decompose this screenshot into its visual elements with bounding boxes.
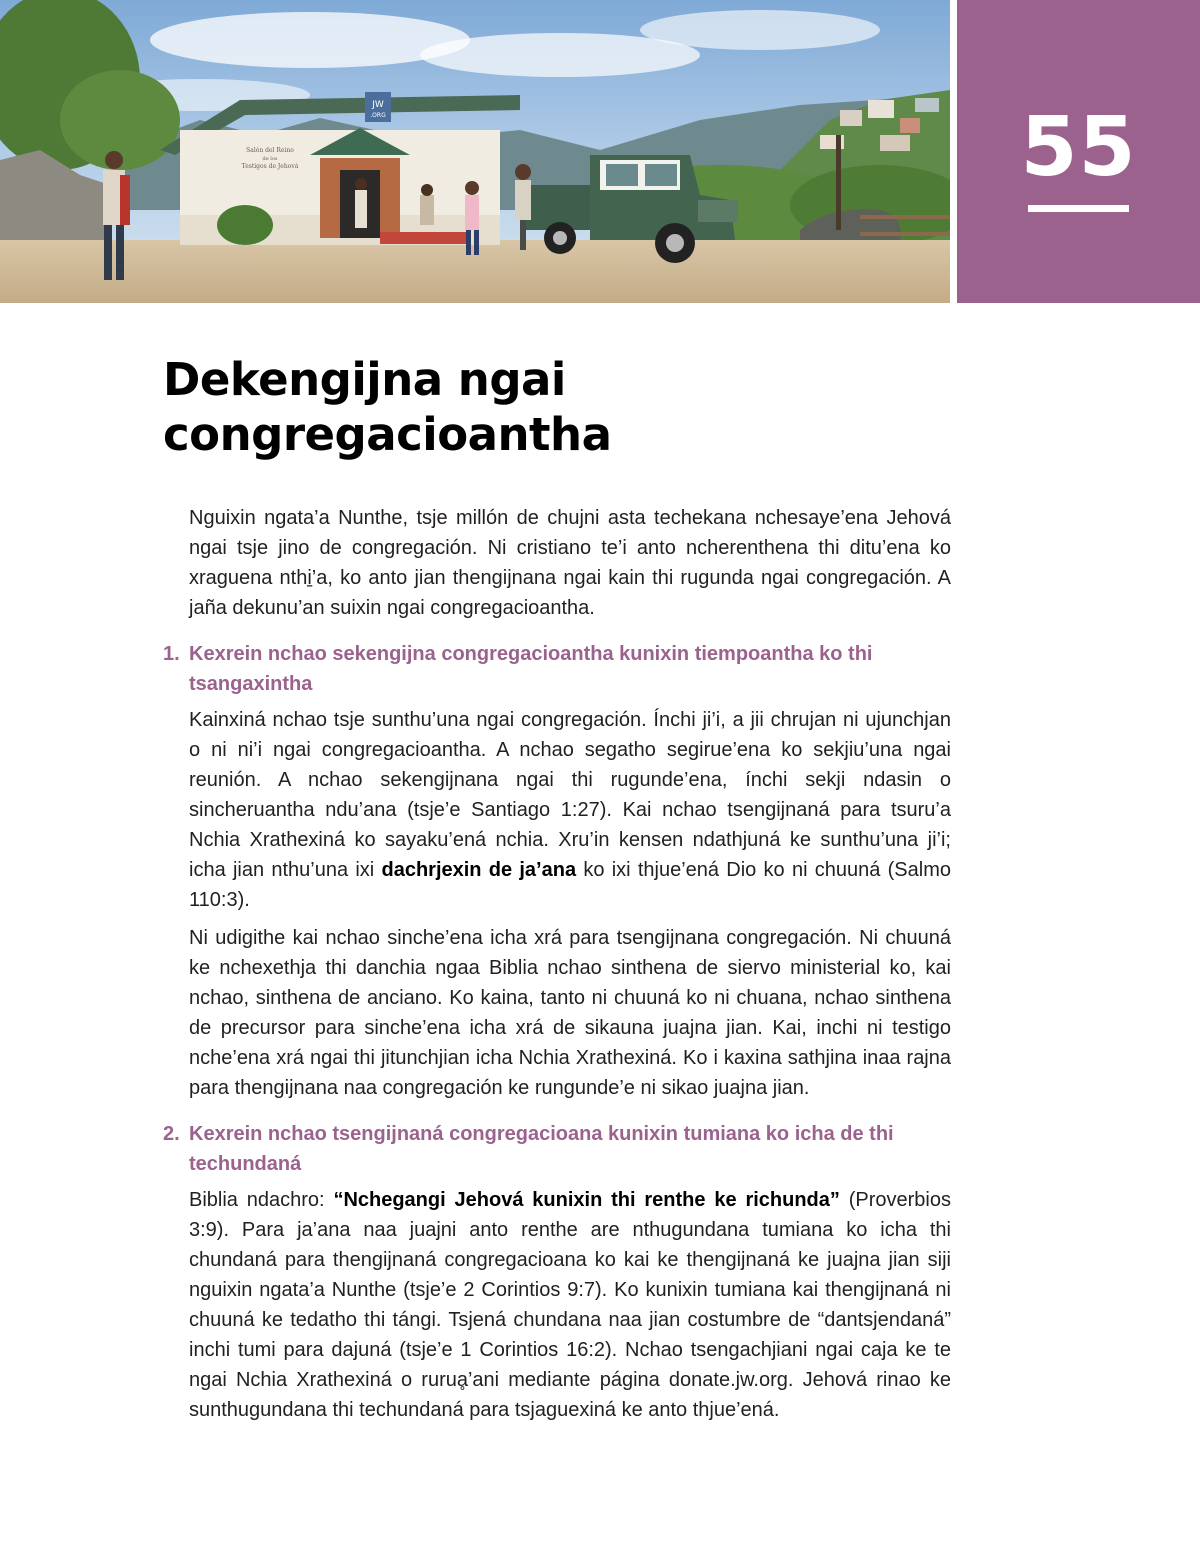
lesson-number: 55: [1020, 100, 1137, 195]
section-paragraph: [189, 705, 951, 915]
bold-phrase: “Nchegangi Jehová kunixin thi renthe ke richunda”: [333, 1189, 840, 1211]
question-heading: Kexrein nchao tsengijnaná congregacioana kunixin tumiana ko icha de thi techundaná: [189, 1123, 894, 1175]
section-1: [163, 639, 951, 1103]
paragraph-text: ko ixi thjue’ená Dio ko ni chuuná (Salmo 110:3).: [189, 859, 951, 911]
question-number: 1.: [163, 643, 180, 665]
sign-logo-top: JW: [372, 100, 384, 110]
lesson-number-underline: [1028, 205, 1129, 212]
lesson-body: [163, 503, 951, 1433]
sign-logo-bottom: .ORG: [370, 112, 386, 119]
sign-line-1: Salón del Reino: [246, 147, 294, 154]
question-number: 2.: [163, 1123, 180, 1145]
paragraph-text: (Proverbios 3:9). Para ja’ana naa juajni anto renthe are nthugundana tumiana ko icha thi chundaná para thengijnaná congregacioana ko kai ke thengijnaná ke juajna jian siji nguixin ngata’a Nunthe (tsje’e 2 Corintios 9:7). Ko kunixin tumiana kai thengijnaná ni chuuná ke tedatho thi tángi. Tsjená chundana naa jian costumbre de “dantsjendaná” inchi tumi para dajuná (tsje’e 1 Corintios 16:2). Nchao tsengachjiani ngai caja ke te ngai Nchia Xrathexiná o ruruḁ’ani mediante página donate.jw.org. Jehová rinao ke sunthugundana thi techundaná para tsjaguexiná ke anto thjue’ená.: [189, 1189, 951, 1421]
sign-line-2: de los: [262, 156, 278, 162]
intro-paragraph: Nguixin ngata’a Nunthe, tsje millón de chujni asta techekana nchesaye’ena Jehová ngai tsje jino de congregación. Ni cristiano te’i anto ncherenthena thi ditu’ena ko xraguena nthi̱’a, ko anto jian thengijnana ngai kain thi rugunda ngai congregación. A jaña dekunu’an suixin ngai congregacioantha.: [189, 507, 951, 619]
question-heading: Kexrein nchao sekengijna congregacioantha kunixin tiempoantha ko thi tsangaxintha: [189, 643, 873, 695]
sign-line-3: Testigos de Jehová: [241, 163, 299, 170]
header-photo: [0, 0, 950, 303]
lesson-title: Dekengijna ngai congregacioantha: [163, 353, 612, 461]
paragraph-text: Ni udigithe kai nchao sinche’ena icha xrá para tsengijnana congregación. Ni chuuná ke nchexethja thi danchia ngaa Biblia nchao sinthena de siervo ministerial ko, kai nchao, sinthena de anciano. Ko kaina, tanto ni chuuná ko ni chuana, nchao sinthena de precursor para sinche’ena icha xrá de sikauna juajna jian. Kai, inchi ni testigo nche’ena xrá ngai thi jitunchjian icha Nchia Xrathexiná. Ko i kaxina sathjina inaa rajna para thengijnana naa congregación ke rungunde’e ni sikao juajna jian.: [189, 927, 951, 1099]
paragraph-text: Kainxiná nchao tsje sunthu’una ngai congregación. Ínchi ji’i, a jii chrujan ni ujunchjan o ni ni’i ngai congregacioantha. A nchao segatho segirue’ena ko sekjiu’una ngai reunión. A nchao sekengijnana ngai thi rugunde’ena, ínchi sekji ndasin o sincheruantha ndu’ana (tsje’e Santiago 1:27). Kai nchao tsengijnaná para tsuru’a Nchia Xrathexiná ko sayaku’ená nchia. Xru’in kensen ndathjuná ke sunthu’una ji’i; icha jian nthu’una ixi: [189, 709, 951, 881]
lesson-number-panel: [957, 0, 1200, 303]
bold-phrase: dachrjexin de ja’ana: [381, 859, 577, 881]
paragraph-text: Biblia ndachro:: [189, 1189, 334, 1211]
section-paragraph: [189, 923, 951, 1103]
section-2: [163, 1119, 951, 1425]
section-paragraph: [189, 1185, 951, 1425]
